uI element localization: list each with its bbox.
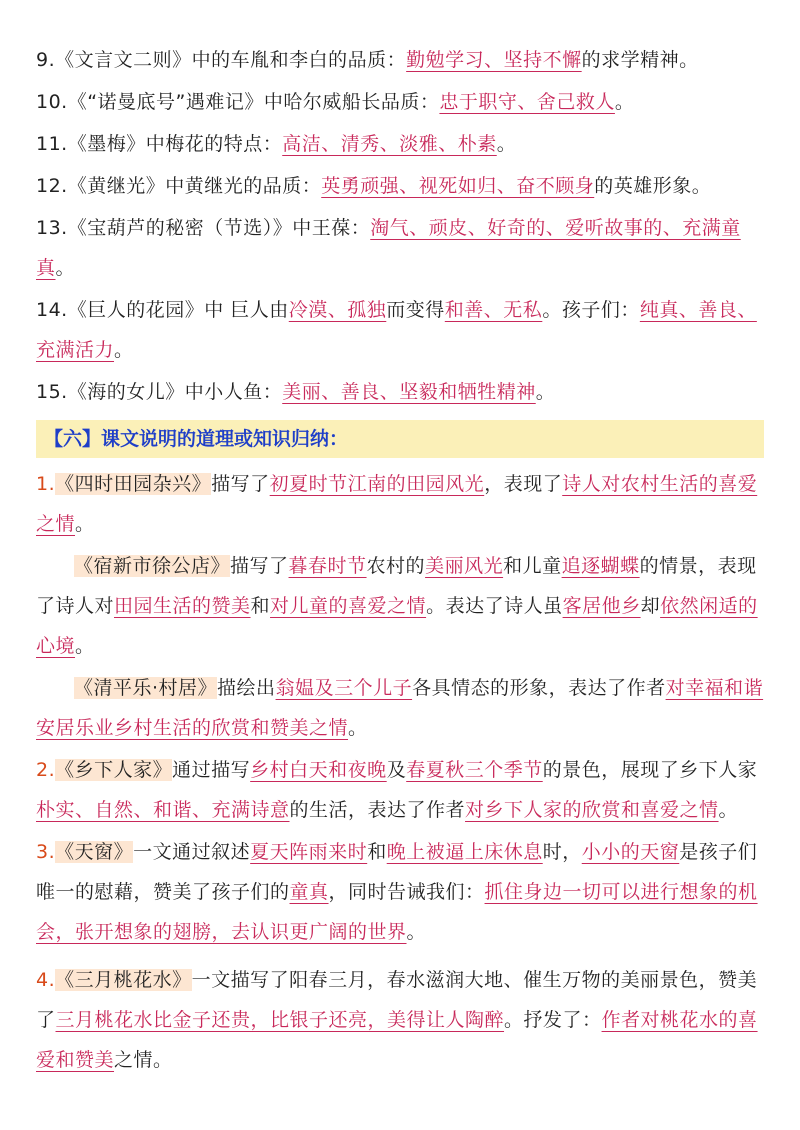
item-15 [36, 372, 766, 412]
item-number: 3. [36, 841, 56, 863]
answer-text: 作者对桃花水的喜爱和赞美 [36, 1009, 758, 1071]
text-title: 《四时田园杂兴》 [55, 473, 212, 495]
answer-text: 翁媪及三个儿子 [275, 677, 413, 699]
item-text: 的求学精神。 [581, 49, 699, 71]
text-title: 《乡下人家》 [55, 759, 173, 781]
body-text: 和 [367, 841, 387, 863]
item-text: 。 [614, 91, 635, 113]
body-text: 是孩子们唯一的慰藉，赞美了孩子们的 [36, 841, 758, 903]
answer-text: 追逐蝴蝶 [561, 555, 640, 577]
answer-text: 勤勉学习、坚持不懈 [406, 49, 582, 71]
body-text: 的情景，表现了诗人对 [36, 555, 757, 617]
body-text: ，表现了 [484, 473, 563, 495]
text-title: 《天窗》 [55, 841, 134, 863]
answer-text: 朴实、自然、和谐、充满诗意 [36, 799, 290, 821]
answer-text: 田园生活的赞美 [114, 595, 251, 617]
answer-text: 初夏时节江南的田园风光 [269, 473, 485, 495]
body-text: 时， [542, 841, 582, 863]
item-text: 12.《黄继光》中黄继光的品质： [36, 175, 322, 197]
text-title: 《宿新市徐公店》 [74, 555, 231, 577]
item-14 [36, 290, 766, 370]
body-text: 却 [640, 595, 661, 617]
answer-text: 诗人对农村生活的喜爱之情 [36, 473, 758, 535]
item-12 [36, 166, 766, 206]
body-text: 。 [718, 799, 739, 821]
answer-text: 淘气、顽皮、好奇的、爱听故事的、充满童真 [36, 217, 741, 279]
body-text: 。 [406, 921, 427, 943]
item-text: 11.《墨梅》中梅花的特点： [36, 133, 283, 155]
item-number: 2. [36, 759, 56, 781]
item-text: 。 [55, 257, 76, 279]
answer-text: 三月桃花水比金子还贵，比银子还亮，美得让人陶醉 [55, 1009, 505, 1031]
answer-text: 美丽、善良、坚毅和牺牲精神 [282, 381, 536, 403]
answer-text: 抓住身边一切可以进行想象的机会，张开想象的翅膀，去认识更广阔的世界 [36, 881, 758, 943]
answer-text: 美丽风光 [425, 555, 504, 577]
item-text: 。孩子们： [542, 299, 640, 321]
item-text: 。 [496, 133, 517, 155]
paragraph-4 [36, 750, 766, 830]
item-text: 9.《文言文二则》中的车胤和李白的品质： [36, 49, 407, 71]
answer-text: 对幸福和谐安居乐业乡村生活的欣赏和赞美之情 [36, 677, 764, 739]
answer-text: 英勇顽强、视死如归、奋不顾身 [321, 175, 595, 197]
body-text: 。表达了诗人虽 [426, 595, 563, 617]
body-text: 的景色，展现了乡下人家 [542, 759, 758, 781]
body-text: 的生活，表达了作者 [289, 799, 466, 821]
section-title: 【六】课文说明的道理或知识归纳： [44, 428, 349, 450]
answer-text: 客居他乡 [562, 595, 641, 617]
answer-text: 春夏秋三个季节 [406, 759, 543, 781]
text-title: 《清平乐·村居》 [74, 677, 218, 699]
body-text: 一文通过叙述 [133, 841, 251, 863]
item-number: 4. [36, 969, 56, 991]
answer-text: 夏天阵雨来时 [250, 841, 368, 863]
item-text: 。 [114, 339, 134, 361]
item-text: 。 [535, 381, 556, 403]
body-text: 描绘出 [217, 677, 276, 699]
item-text: 13.《宝葫芦的秘密（节选）》中王葆： [36, 217, 371, 239]
paragraph-2 [36, 546, 766, 666]
answer-text: 童真 [289, 881, 329, 903]
item-10 [36, 82, 766, 122]
answer-text: 冷漠、孤独 [288, 299, 387, 321]
body-text: 。 [75, 635, 95, 657]
body-text: ，同时告诫我们： [328, 881, 485, 903]
answer-text: 晚上被逼上床休息 [386, 841, 543, 863]
answer-text: 对乡下人家的欣赏和喜爱之情 [465, 799, 719, 821]
answer-text: 纯真、善良、充满活力 [36, 299, 757, 361]
item-text: 10.《“诺曼底号”遇难记》中哈尔威船长品质： [36, 91, 440, 113]
answer-text: 依然闲适的心境 [36, 595, 758, 657]
body-text: 描写了 [211, 473, 270, 495]
paragraph-1 [36, 464, 766, 544]
body-text: 和儿童 [503, 555, 562, 577]
body-text: 描写了 [230, 555, 289, 577]
item-13 [36, 208, 766, 288]
answer-text: 小小的天窗 [581, 841, 680, 863]
body-text: 农村的 [366, 555, 426, 577]
paragraph-3 [36, 668, 766, 748]
answer-text: 乡村白天和夜晚 [250, 759, 387, 781]
body-text: 。 [348, 717, 368, 739]
answer-text: 对儿童的喜爱之情 [270, 595, 427, 617]
body-text: 各具情态的形象，表达了作者 [412, 677, 666, 699]
body-text: 一文描写了阳春三月，春水滋润大地、催生万物的美丽景色，赞美了 [36, 969, 758, 1031]
body-text: 通过描写 [172, 759, 251, 781]
item-11 [36, 124, 766, 164]
answer-text: 忠于职守、舍己救人 [439, 91, 615, 113]
item-9 [36, 40, 766, 80]
body-text: 及 [386, 759, 407, 781]
item-text: 15.《海的女儿》中小人鱼： [36, 381, 283, 403]
answer-text: 高洁、清秀、淡雅、朴素 [282, 133, 497, 155]
paragraph-6 [36, 960, 766, 1080]
item-text: 14.《巨人的花园》中 巨人由 [36, 299, 289, 321]
answer-text: 暮春时节 [288, 555, 367, 577]
body-text: 和 [250, 595, 271, 617]
item-text: 而变得 [386, 299, 445, 321]
body-text: 。抒发了： [504, 1009, 602, 1031]
body-text: 。 [75, 513, 95, 535]
item-number: 1. [36, 473, 56, 495]
body-text: 之情。 [114, 1049, 173, 1071]
answer-text: 和善、无私 [444, 299, 543, 321]
paragraph-5 [36, 832, 766, 952]
item-text: 的英雄形象。 [594, 175, 712, 197]
text-title: 《三月桃花水》 [55, 969, 192, 991]
